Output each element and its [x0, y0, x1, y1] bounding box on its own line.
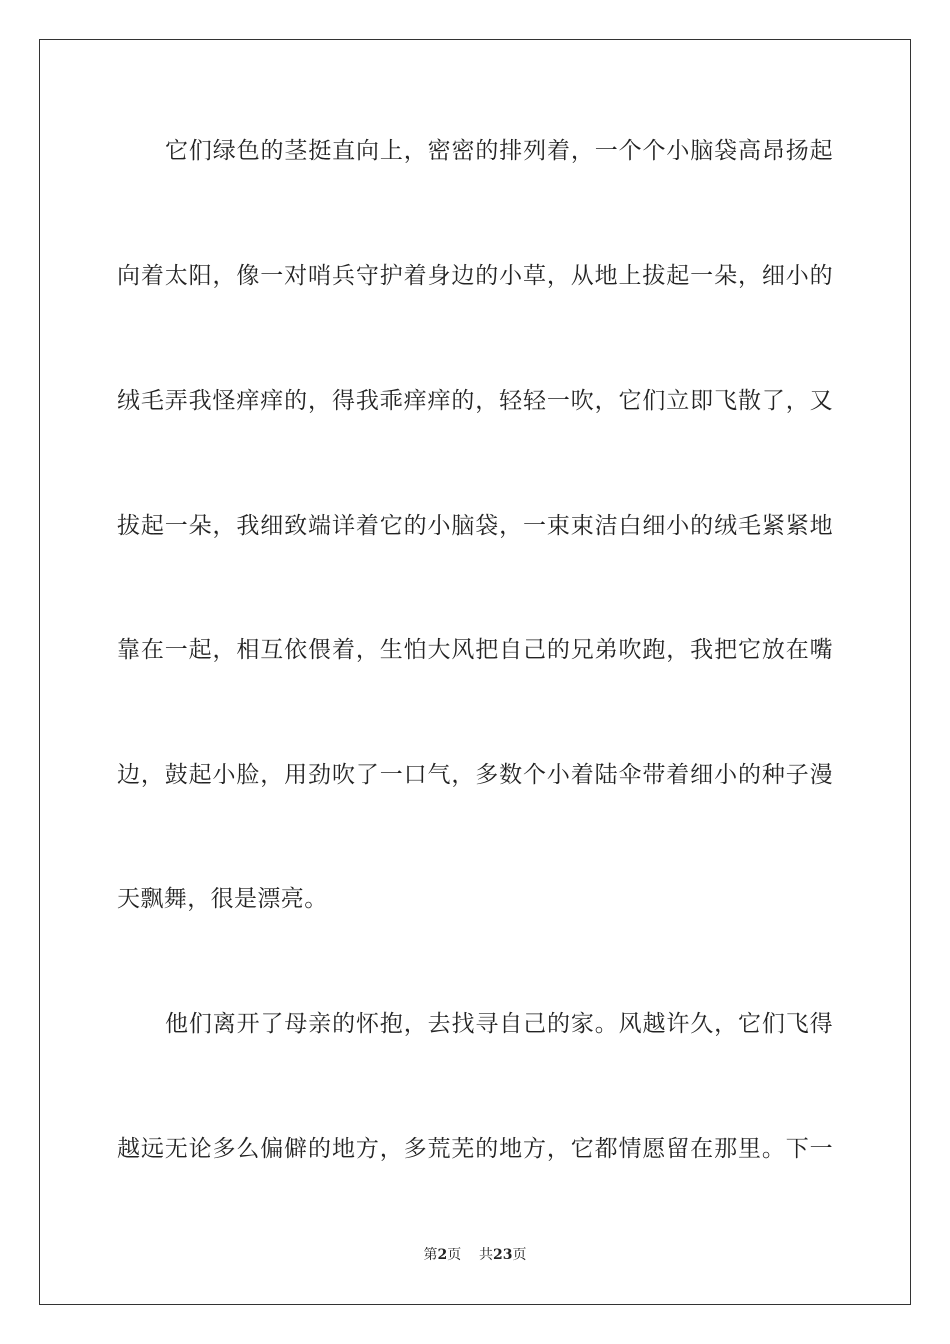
page-prefix: 第: [423, 1247, 438, 1263]
paragraph-1-line-2: 向着太阳，像一对哨兵守护着身边的小草，从地上拔起一朵，细小的: [117, 263, 833, 289]
page-border: [39, 39, 911, 1305]
paragraph-1-line-6: 边，鼓起小脸，用劲吹了一口气，多数个小着陆伞带着细小的种子漫: [117, 762, 833, 788]
paragraph-1-line-5: 靠在一起，相互依偎着，生怕大风把自己的兄弟吹跑，我把它放在嘴: [117, 637, 833, 663]
paragraph-1-line-7: 天飘舞，很是漂亮。: [117, 886, 328, 912]
total-suffix: 页: [512, 1247, 527, 1263]
paragraph-1-line-4: 拔起一朵，我细致端详着它的小脑袋，一束束洁白细小的绒毛紧紧地: [117, 513, 833, 539]
page-suffix: 页: [447, 1247, 462, 1263]
paragraph-2-line-2: 越远无论多么偏僻的地方，多荒芜的地方，它都情愿留在那里。下一: [117, 1136, 833, 1162]
total-prefix: 共: [479, 1247, 494, 1263]
total-pages: 23: [493, 1247, 513, 1263]
page-number: 2: [437, 1247, 448, 1263]
paragraph-1-line-3: 绒毛弄我怪痒痒的，得我乖痒痒的，轻轻一吹，它们立即飞散了，又: [117, 388, 833, 414]
page-footer: [0, 1245, 950, 1265]
paragraph-2-line-1: 他们离开了母亲的怀抱，去找寻自己的家。风越许久，它们飞得: [165, 1011, 833, 1037]
paragraph-1-line-1: 它们绿色的茎挺直向上，密密的排列着，一个个小脑袋高昂扬起: [165, 138, 833, 164]
